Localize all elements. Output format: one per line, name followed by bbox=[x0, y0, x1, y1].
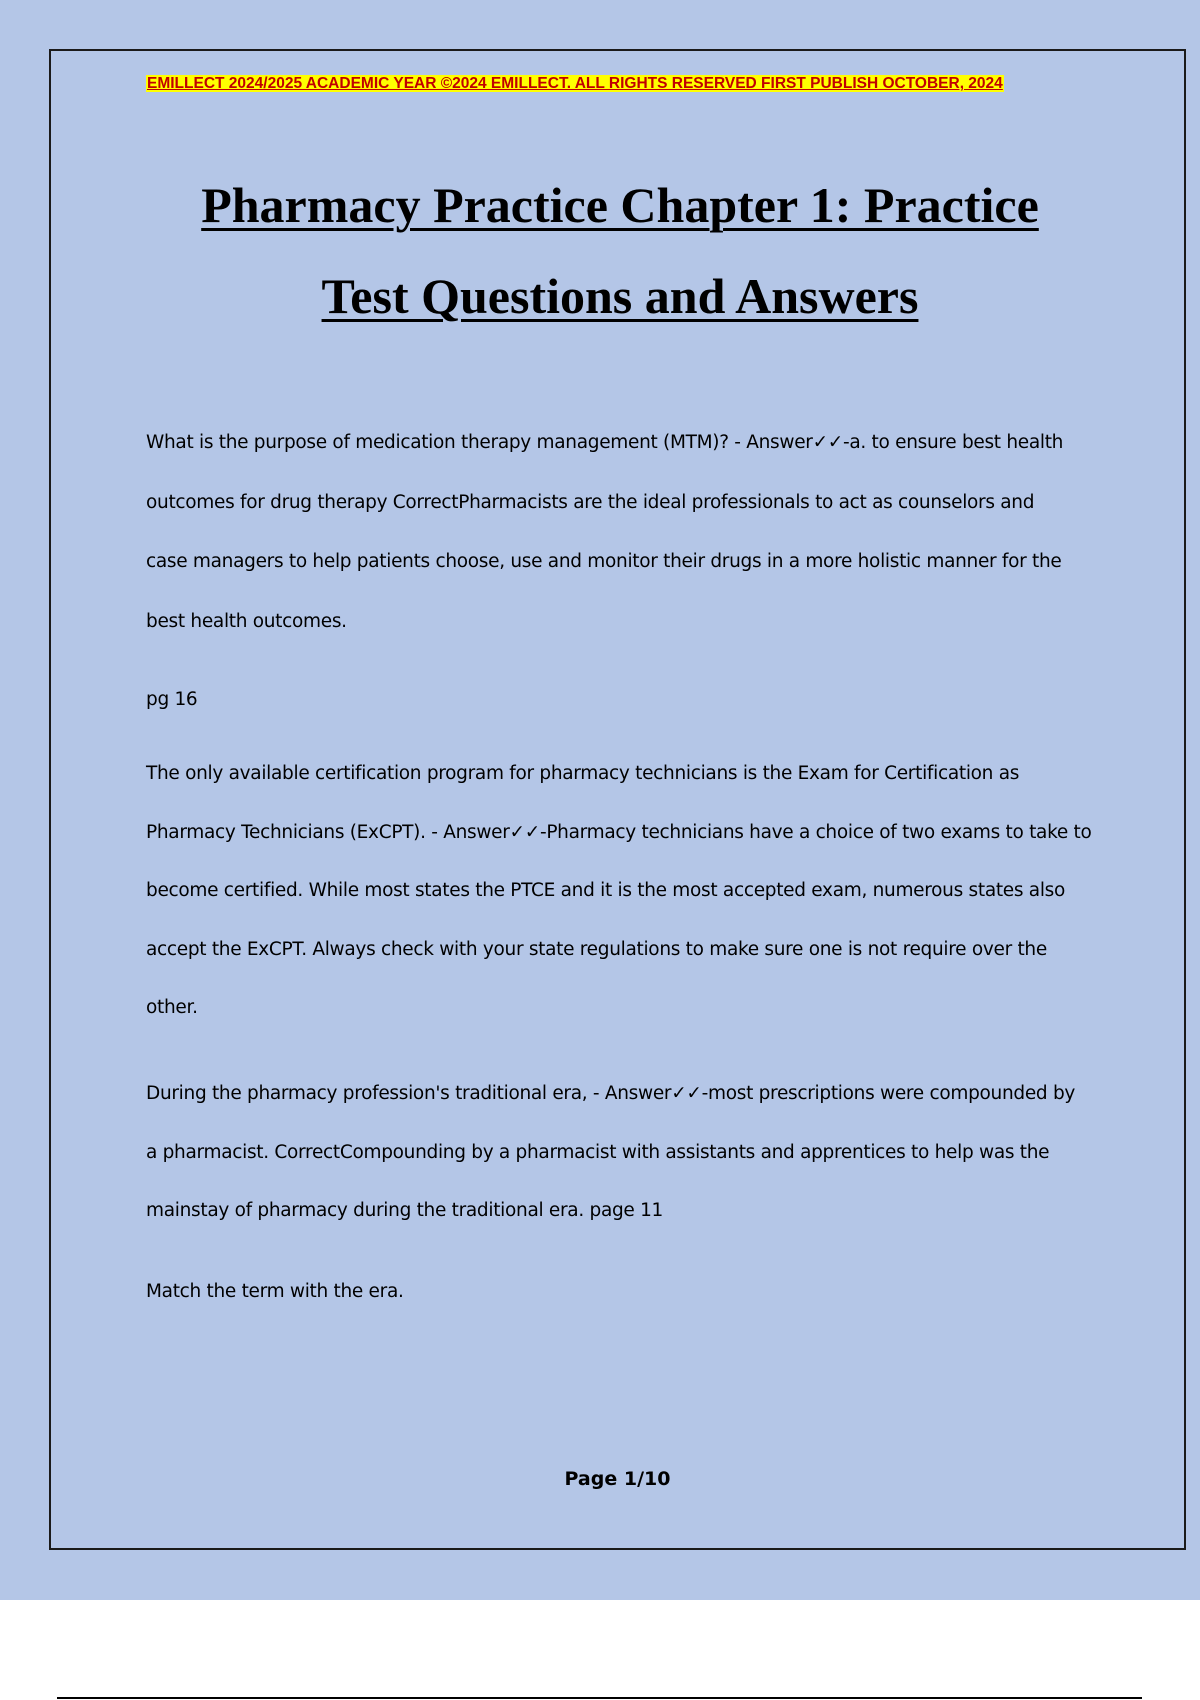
question-prompt-text: Match the term with the era. bbox=[146, 1281, 404, 1302]
page-title bbox=[100, 160, 1140, 342]
copyright-banner bbox=[146, 74, 1068, 94]
question-answer-text: The only available certification program for pharmacy technicians is the Exam for Certification as Pharmacy Technicians (ExCPT). - Answer✓✓-Pharmacy technicians have a choice of two exams to take to become certified. While most states the PTCE and it is the most accepted exam, numerous states also accept the ExCPT. Always check with your state regulations to make sure one is not require over the other. bbox=[146, 763, 1092, 1018]
question-block-2 bbox=[146, 745, 1096, 1038]
page-title-line-1: Pharmacy Practice Chapter 1: Practice bbox=[201, 177, 1039, 233]
question-answer-text: During the pharmacy profession's traditional era, - Answer✓✓-most prescriptions were compounded by a pharmacist. CorrectCompounding by a pharmacist with assistants and apprentices to help was the mainstay of pharmacy during the traditional era. page 11 bbox=[146, 1083, 1076, 1221]
page-number: Page 1/10 bbox=[564, 1468, 671, 1490]
question-block-1 bbox=[146, 413, 1096, 651]
copyright-banner-text: EMILLECT 2024/2025 ACADEMIC YEAR ©2024 EMILLECT. ALL RIGHTS RESERVED FIRST PUBLISH OCTOBER, 2024 bbox=[147, 75, 1003, 92]
question-block-3 bbox=[146, 1065, 1096, 1241]
question-block-4 bbox=[146, 1262, 1096, 1322]
page-title-line-2: Test Questions and Answers bbox=[321, 268, 919, 324]
page-reference-text: pg 16 bbox=[146, 689, 198, 710]
bottom-divider bbox=[57, 1697, 1142, 1699]
page-reference bbox=[146, 670, 1096, 730]
question-answer-text: What is the purpose of medication therapy management (MTM)? - Answer✓✓-a. to ensure best health outcomes for drug therapy CorrectPharmacists are the ideal professionals to act as counselors and case managers to help patients choose, use and monitor their drugs in a more holistic manner for the best health outcomes. bbox=[146, 432, 1064, 632]
